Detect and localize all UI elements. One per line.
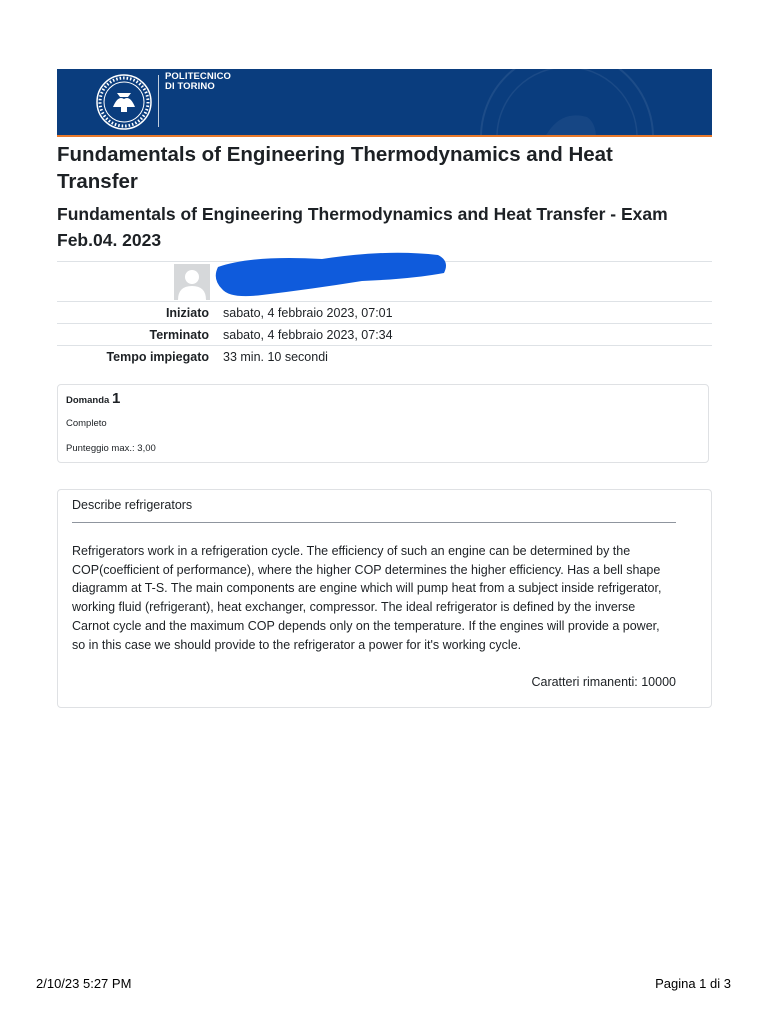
summary-label: Terminato (57, 324, 223, 346)
user-avatar-icon[interactable] (174, 264, 210, 300)
print-timestamp: 2/10/23 5:27 PM (36, 976, 132, 991)
question-divider (72, 522, 676, 523)
exam-title: Fundamentals of Engineering Thermodynamics and Heat Transfer - Exam Feb.04. 2023 (57, 204, 668, 250)
summary-row-started (57, 302, 712, 324)
brand-line-1: POLITECNICO (165, 71, 232, 82)
brand-wordmark[interactable] (165, 72, 231, 92)
page-indicator: Pagina 1 di 3 (655, 976, 731, 991)
summary-value: 33 min. 10 secondi (223, 346, 712, 368)
question-state: Completo (66, 418, 107, 429)
question-max-grade: Punteggio max.: 3,00 (66, 443, 156, 454)
question-number (66, 390, 120, 407)
header-accent-line (57, 135, 712, 137)
summary-label: Tempo impiegato (57, 346, 223, 368)
question-info-box (57, 384, 709, 463)
summary-value: sabato, 4 febbraio 2023, 07:01 (223, 302, 712, 324)
summary-label: Iniziato (57, 302, 223, 324)
redacted-user-name (212, 245, 452, 301)
watermark-seal (387, 69, 712, 135)
answer-text: Refrigerators work in a refrigeration cycle. The efficiency of such an engine can be determined by the COP(coefficient of performance), where the higher COP determines the higher efficiency. Has a bell shape diagramm at T-S. The main components are engine which will pump heat from a subject inside refrigerator, working fluid (refrigerant), heat exchanger, compressor. The ideal refrigerator is defined by the inverse Carnot cycle and the maximum COP depends only on the temperature. If the engines will provide a power, so in this case we should provide to the refrigerator a power for it's working cycle. (72, 544, 662, 652)
question-text: Describe refrigerators (72, 498, 193, 512)
attempt-summary-table (57, 301, 712, 367)
summary-row-finished (57, 324, 712, 346)
site-header-banner (57, 69, 712, 135)
question-number-value: 1 (111, 390, 121, 407)
summary-value: sabato, 4 febbraio 2023, 07:34 (223, 324, 712, 346)
question-content-box (57, 489, 712, 708)
brand-line-2: DI TORINO (165, 81, 215, 92)
course-title: Fundamentals of Engineering Thermodynamics and Heat Transfer (57, 143, 613, 193)
logo-divider (158, 75, 159, 127)
question-label: Domanda (66, 395, 110, 406)
summary-row-time-taken (57, 346, 712, 368)
university-seal-logo (95, 73, 153, 131)
characters-remaining: Caratteri rimanenti: 10000 (531, 675, 676, 689)
